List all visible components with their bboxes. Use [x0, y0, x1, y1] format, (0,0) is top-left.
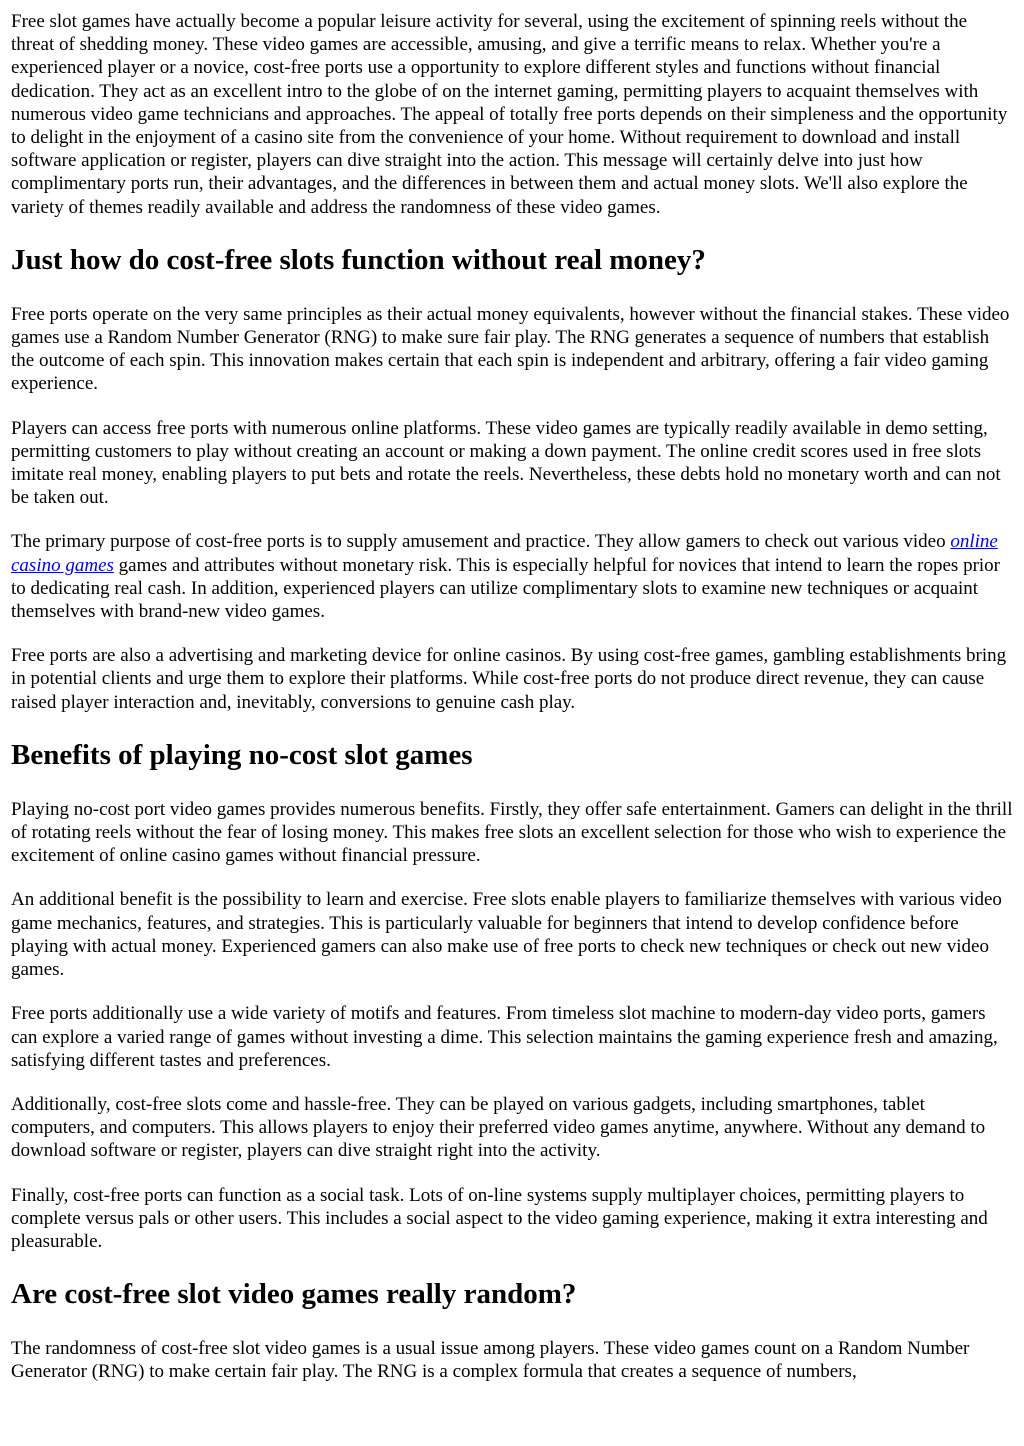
paragraph: Players can access free ports with numerous online platforms. These video games are typically readily available in demo setting, permitting customers to play without creating an account or making a down payment. The online credit scores used in free slots imitate real money, enabling players to put bets and rotate the reels. Nevertheless, these debts hold no monetary worth and can not be taken out.	[11, 417, 1001, 509]
paragraph: Free ports are also a advertising and marketing device for online casinos. By using cost-free games, gambling establishments bring in potential clients and urge them to explore their platforms. While cost-free ports do not produce direct revenue, they can cause raised player interaction and, inevitably, conversions to genuine cash play.	[11, 645, 1007, 713]
online-casino-games-link[interactable]: online casino games	[11, 531, 998, 576]
paragraph: Additionally, cost-free slots come and hassle-free. They can be played on various gadgets, including smartphones, tablet computers, and computers. This allows players to enjoy their preferred video games anytime, anywhere. Without any demand to download software or register, players can dive straight right into the activity.	[11, 1093, 986, 1162]
section-heading-randomness: Are cost-free slot video games really random?	[11, 1278, 577, 1311]
paragraph: The randomness of cost-free slot video games is a usual issue among players. These video games count on a Random Number Generator (RNG) to make certain fair play. The RNG is a complex formula that creates a sequence of numbers,	[11, 1338, 970, 1383]
paragraph: Free ports operate on the very same principles as their actual money equivalents, however without the financial stakes. These video games use a Random Number Generator (RNG) to make sure fair play. The RNG generates a sequence of numbers that establish the outcome of each spin. This innovation makes certain that each spin is independent and arbitrary, offering a fair video gaming experience.	[11, 303, 1010, 395]
intro-paragraph: Free slot games have actually become a popular leisure activity for several, using the excitement of spinning reels without the threat of shedding money. These video games are accessible, amusing, and give a terrific means to relax. Whether you're a experienced player or a novice, cost-free ports use a opportunity to explore different styles and functions without financial dedication. They act as an excellent intro to the globe of on the internet gaming, permitting players to acquaint themselves with numerous video game technicians and approaches. The appeal of totally free ports depends on their simpleness and the opportunity to delight in the enjoyment of a casino site from the convenience of your home. Without requirement to download and install software application or register, players can dive straight into the action. This message will certainly delve into just how complimentary ports run, their advantages, and the differences in between them and actual money slots. We'll also explore the variety of themes readily available and address the randomness of these video games.	[11, 11, 1008, 218]
paragraph: Playing no-cost port video games provides numerous benefits. Firstly, they offer safe entertainment. Gamers can delight in the thrill of rotating reels without the fear of losing money. This makes free slots an excellent selection for those who wish to experience the excitement of online casino games without financial pressure.	[11, 798, 1013, 867]
paragraph: Free ports additionally use a wide variety of motifs and features. From timeless slot machine to modern-day video ports, gamers can explore a varied range of games without investing a dime. This selection maintains the gaming experience fresh and amazing, satisfying different tastes and preferences.	[11, 1003, 998, 1071]
paragraph-with-link	[11, 530, 1013, 623]
paragraph: Finally, cost-free ports can function as a social task. Lots of on-line systems supply multiplayer choices, permitting players to complete versus pals or other users. This includes a social aspect to the video gaming experience, making it extra interesting and pleasurable.	[11, 1184, 988, 1252]
section-heading-benefits: Benefits of playing no-cost slot games	[11, 738, 473, 771]
paragraph-text: games and attributes without monetary risk. This is especially helpful for novices that intend to learn the ropes prior to dedicating real cash. In addition, experienced players can utilize complimentary slots to examine new techniques or acquaint themselves with brand-new video games.	[11, 554, 1001, 623]
paragraph-text: The primary purpose of cost-free ports is to supply amusement and practice. They allow gamers to check out various video	[11, 531, 951, 553]
paragraph: An additional benefit is the possibility to learn and exercise. Free slots enable players to familiarize themselves with various video game mechanics, features, and strategies. This is particularly valuable for beginners that intend to develop confidence before playing with actual money. Experienced gamers can also make use of free ports to check new techniques or check out new video games.	[11, 889, 1002, 981]
section-heading-how-free-slots-work: Just how do cost-free slots function without real money?	[11, 243, 706, 276]
